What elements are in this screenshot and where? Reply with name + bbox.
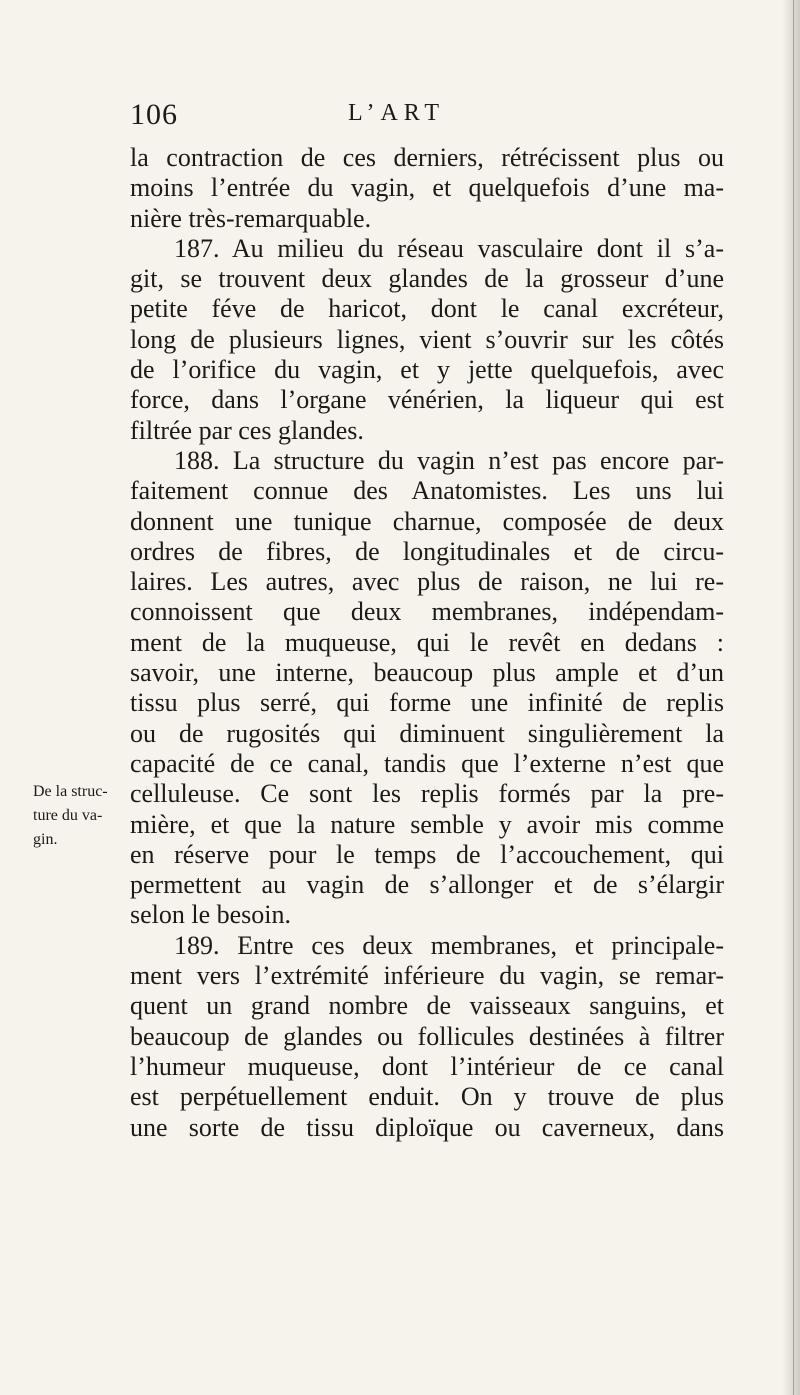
text-line: l’humeur muqueuse, dont l’intérieur de ce canal xyxy=(130,1051,724,1081)
page-number: 106 xyxy=(130,98,178,131)
text-line: tissu plus serré, qui forme une infinité de replis xyxy=(130,688,724,718)
text-line: faitement connue des Anatomistes. Les uns lui xyxy=(130,476,724,506)
page-edge-line xyxy=(793,0,794,1395)
text-line: beaucoup de glandes ou follicules destinées à filtrer xyxy=(130,1021,724,1051)
text-line: ment vers l’extrémité inférieure du vagin, se remar- xyxy=(130,961,724,991)
text-line: selon le besoin. xyxy=(130,900,292,930)
text-line: celluleuse. Ce sont les replis formés par la pre- xyxy=(130,779,724,809)
text-line: laires. Les autres, avec plus de raison, ne lui re- xyxy=(130,567,724,597)
text-line: git, se trouvent deux glandes de la grosseur d’une xyxy=(130,264,724,294)
text-line: une sorte de tissu diploïque ou caverneux, dans xyxy=(130,1112,724,1142)
text-line: nière très-remarquable. xyxy=(130,203,372,233)
running-head: L’ART xyxy=(348,100,446,126)
page-edge-shadow xyxy=(782,0,800,1395)
margin-note-line: De la struc- xyxy=(33,783,108,800)
page-header xyxy=(130,98,730,138)
text-line: mière, et que la nature semble y avoir mis comme xyxy=(130,809,724,839)
margin-note-line: gin. xyxy=(33,831,58,848)
text-line: quent un grand nombre de vaisseaux sanguins, et xyxy=(130,991,724,1021)
margin-note xyxy=(33,780,123,852)
text-line: ou de rugosités qui diminuent singulièrement la xyxy=(130,718,724,748)
text-line: donnent une tunique charnue, composée de deux xyxy=(130,506,724,536)
text-line: est perpétuellement enduit. On y trouve de plus xyxy=(130,1082,724,1112)
text-line: ordres de fibres, de longitudinales et de circu- xyxy=(130,536,724,566)
text-line: connoissent que deux membranes, indépendam- xyxy=(130,597,724,627)
text-line: filtrée par ces glandes. xyxy=(130,415,364,445)
text-line: force, dans l’organe vénérien, la liqueur qui est xyxy=(130,385,724,415)
text-line: savoir, une interne, beaucoup plus ample et d’un xyxy=(130,658,724,688)
text-line: de l’orifice du vagin, et y jette quelquefois, avec xyxy=(130,355,724,385)
text-line: 189. Entre ces deux membranes, et principale- xyxy=(174,930,724,960)
text-line: permettent au vagin de s’allonger et de s’élargir xyxy=(130,870,724,900)
text-line: ment de la muqueuse, qui le revêt en dedans : xyxy=(130,627,724,657)
text-line: 187. Au milieu du réseau vasculaire dont il s’a- xyxy=(174,233,724,263)
text-line: petite féve de haricot, dont le canal excréteur, xyxy=(130,294,724,324)
margin-note-line: ture du va- xyxy=(33,807,103,824)
text-line: la contraction de ces derniers, rétrécissent plus ou xyxy=(130,143,724,172)
text-line: en réserve pour le temps de l’accouchement, qui xyxy=(130,839,724,869)
text-line: moins l’entrée du vagin, et quelquefois d’une ma- xyxy=(130,173,724,203)
text-line: long de plusieurs lignes, vient s’ouvrir sur les côtés xyxy=(130,324,724,354)
body-text xyxy=(130,143,724,1143)
text-line: 188. La structure du vagin n’est pas encore par- xyxy=(174,445,724,475)
text-line: capacité de ce canal, tandis que l’externe n’est que xyxy=(130,748,724,778)
